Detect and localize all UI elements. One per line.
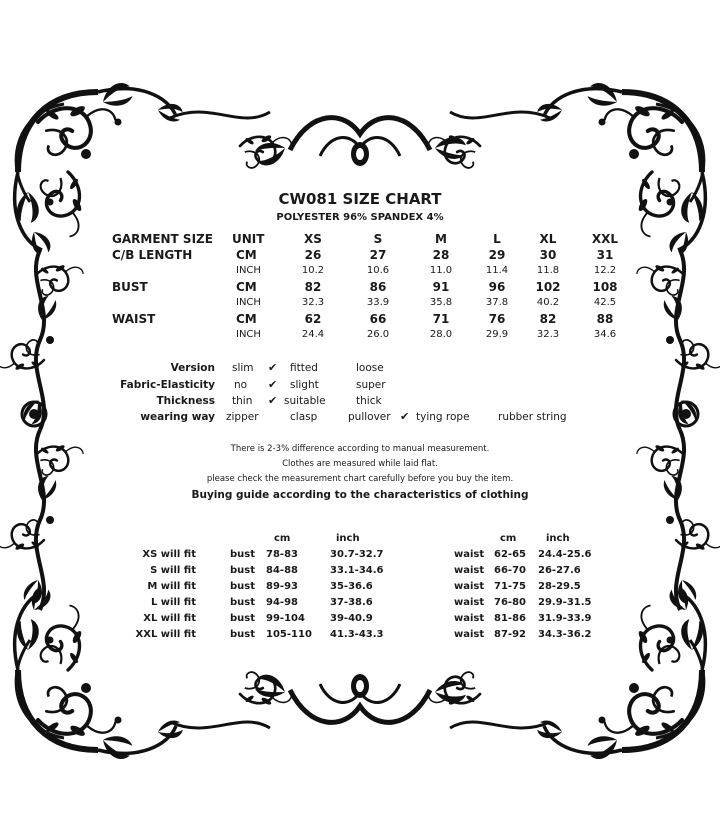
- fit-waist-inch: 26-27.6: [538, 565, 581, 576]
- cell-value: 76: [488, 312, 506, 326]
- check-icon: ✔: [268, 378, 278, 391]
- unit-cm: CM: [236, 248, 257, 262]
- fit-waist-label: waist: [454, 581, 485, 592]
- cell-value: 12.2: [593, 265, 617, 276]
- option-text: pullover: [348, 411, 391, 423]
- fit-bust-cm: 78-83: [266, 549, 298, 560]
- fit-waist-inch: 31.9-33.9: [538, 613, 592, 624]
- cell-value: 11.8: [536, 265, 560, 276]
- option-text: suitable: [284, 395, 326, 407]
- option-text: no: [234, 379, 248, 391]
- fit-size-label: XXL will fit: [135, 629, 196, 640]
- cell-value: 37.8: [485, 297, 509, 308]
- fit-header-inch: inch: [546, 533, 570, 544]
- cell-value: 33.9: [366, 297, 390, 308]
- option-text: thick: [356, 395, 382, 407]
- cell-value: 82: [304, 280, 322, 294]
- fit-bust-label: bust: [230, 565, 256, 576]
- fit-size-label: XL will fit: [143, 613, 196, 624]
- fit-waist-cm: 81-86: [494, 613, 526, 624]
- cell-value: 32.3: [301, 297, 325, 308]
- fit-waist-inch: 34.3-36.2: [538, 629, 592, 640]
- measurement-note: Clothes are measured while laid flat.: [282, 459, 438, 469]
- cell-value: 91: [432, 280, 450, 294]
- attr-label-version: Version: [170, 362, 215, 374]
- option-text: loose: [356, 362, 384, 374]
- fit-bust-inch: 37-38.6: [330, 597, 373, 608]
- unit-inch: INCH: [236, 329, 261, 340]
- option-text: zipper: [226, 411, 259, 423]
- fit-header-inch: inch: [336, 533, 360, 544]
- cell-value: 10.2: [301, 265, 325, 276]
- option-text: thin: [232, 395, 253, 407]
- cell-value: 40.2: [536, 297, 560, 308]
- row-label-bust: BUST: [112, 280, 148, 294]
- measurement-note: please check the measurement chart carefully before you buy the item.: [206, 474, 514, 484]
- cell-value: 96: [488, 280, 506, 294]
- header-unit: UNIT: [232, 232, 265, 246]
- header-xs: XS: [304, 232, 322, 246]
- row-label-waist: WAIST: [112, 312, 156, 326]
- cell-value: 102: [535, 280, 561, 294]
- cell-value: 30: [539, 248, 557, 262]
- attr-label-elasticity: Fabric-Elasticity: [120, 379, 215, 391]
- header-xl: XL: [539, 232, 557, 246]
- cell-value: 27: [369, 248, 387, 262]
- measurement-note: There is 2-3% difference according to manual measurement.: [230, 444, 490, 454]
- cell-value: 35.8: [429, 297, 453, 308]
- cell-value: 26.0: [366, 329, 390, 340]
- attr-label-wearing-way: wearing way: [140, 411, 215, 423]
- row-label-length: C/B LENGTH: [112, 248, 193, 262]
- cell-value: 108: [592, 280, 618, 294]
- fit-size-label: S will fit: [150, 565, 196, 576]
- unit-inch: INCH: [236, 297, 261, 308]
- unit-inch: INCH: [236, 265, 261, 276]
- cell-value: 28.0: [429, 329, 453, 340]
- cell-value: 29.9: [485, 329, 509, 340]
- fit-bust-inch: 39-40.9: [330, 613, 373, 624]
- option-text: slight: [290, 379, 319, 391]
- fit-size-label: L will fit: [150, 597, 196, 608]
- fit-bust-inch: 33.1-34.6: [330, 565, 384, 576]
- option-text: clasp: [290, 411, 318, 423]
- fit-size-label: M will fit: [147, 581, 196, 592]
- fit-waist-inch: 29.9-31.5: [538, 597, 592, 608]
- fit-waist-cm: 71-75: [494, 581, 526, 592]
- fit-waist-inch: 24.4-25.6: [538, 549, 592, 560]
- fit-waist-label: waist: [454, 597, 485, 608]
- fit-waist-inch: 28-29.5: [538, 581, 581, 592]
- attr-label-thickness: Thickness: [156, 395, 215, 407]
- fit-bust-label: bust: [230, 629, 256, 640]
- cell-value: 71: [432, 312, 450, 326]
- fit-waist-label: waist: [454, 613, 485, 624]
- fit-waist-label: waist: [454, 629, 485, 640]
- header-m: M: [435, 232, 447, 246]
- fit-waist-cm: 87-92: [494, 629, 526, 640]
- fit-waist-label: waist: [454, 565, 485, 576]
- cell-value: 66: [369, 312, 387, 326]
- fabric-composition: POLYESTER 96% SPANDEX 4%: [276, 212, 444, 223]
- fit-bust-label: bust: [230, 549, 256, 560]
- fit-bust-inch: 35-36.6: [330, 581, 373, 592]
- fit-waist-cm: 76-80: [494, 597, 526, 608]
- option-text: slim: [232, 362, 254, 374]
- cell-value: 28: [432, 248, 450, 262]
- fit-header-cm: cm: [274, 533, 291, 544]
- unit-cm: CM: [236, 312, 257, 326]
- cell-value: 26: [304, 248, 322, 262]
- chart-title: CW081 SIZE CHART: [278, 190, 442, 208]
- fit-bust-label: bust: [230, 581, 256, 592]
- fit-bust-cm: 99-104: [266, 613, 305, 624]
- check-icon: ✔: [400, 410, 410, 423]
- fit-waist-cm: 66-70: [494, 565, 526, 576]
- fit-bust-inch: 41.3-43.3: [330, 629, 384, 640]
- fit-bust-cm: 89-93: [266, 581, 298, 592]
- cell-value: 86: [369, 280, 387, 294]
- check-icon: ✔: [268, 361, 278, 374]
- option-text: rubber string: [498, 411, 567, 423]
- cell-value: 10.6: [366, 265, 390, 276]
- cell-value: 11.4: [485, 265, 509, 276]
- fit-waist-label: waist: [454, 549, 485, 560]
- option-text: tying rope: [416, 411, 470, 423]
- fit-bust-cm: 105-110: [266, 629, 312, 640]
- fit-size-label: XS will fit: [142, 549, 196, 560]
- cell-value: 34.6: [593, 329, 617, 340]
- fit-bust-label: bust: [230, 613, 256, 624]
- header-s: S: [373, 232, 383, 246]
- fit-header-cm: cm: [500, 533, 517, 544]
- fit-bust-cm: 84-88: [266, 565, 298, 576]
- header-l: L: [493, 232, 501, 246]
- cell-value: 62: [304, 312, 322, 326]
- unit-cm: CM: [236, 280, 257, 294]
- buying-guide-heading: Buying guide according to the characteristics of clothing: [191, 489, 529, 501]
- fit-bust-label: bust: [230, 597, 256, 608]
- cell-value: 32.3: [536, 329, 560, 340]
- check-icon: ✔: [268, 394, 278, 407]
- cell-value: 11.0: [429, 265, 453, 276]
- option-text: super: [356, 379, 386, 391]
- option-text: fitted: [290, 362, 318, 374]
- cell-value: 88: [596, 312, 614, 326]
- fit-bust-inch: 30.7-32.7: [330, 549, 384, 560]
- fit-waist-cm: 62-65: [494, 549, 526, 560]
- cell-value: 24.4: [301, 329, 325, 340]
- cell-value: 29: [488, 248, 506, 262]
- header-xxl: XXL: [591, 232, 619, 246]
- cell-value: 82: [539, 312, 557, 326]
- header-garment-size: GARMENT SIZE: [112, 232, 213, 246]
- cell-value: 42.5: [593, 297, 617, 308]
- fit-bust-cm: 94-98: [266, 597, 298, 608]
- cell-value: 31: [596, 248, 614, 262]
